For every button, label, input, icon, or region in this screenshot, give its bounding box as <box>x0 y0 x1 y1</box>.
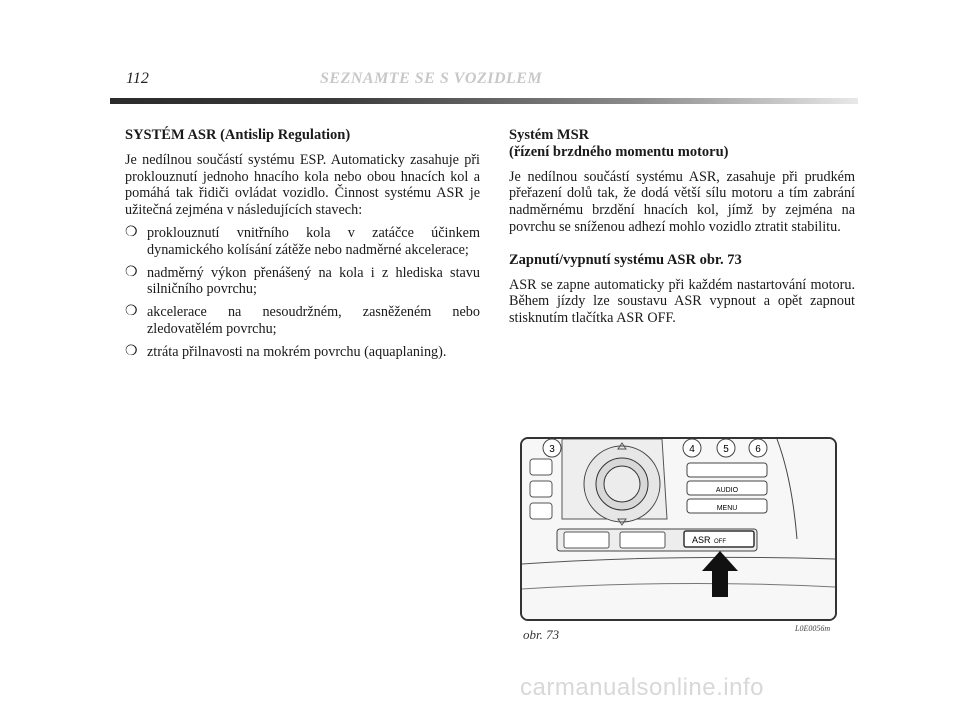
left-column <box>125 127 480 367</box>
asr-intro: Je nedílnou součástí systému ESP. Automaticky zasahuje při proklouznutí jednoho hnacího kola nebo obou hnacích kol a pomáhá tak řidiči ovládat vozidlo. Činnost systému ASR je užitečná zejména v následujících stavech: <box>125 151 480 219</box>
list-item: ❍ ztráta přilnavosti na mokrém povrchu (aquaplaning). <box>125 343 447 360</box>
svg-text:4: 4 <box>689 444 695 455</box>
bullet-icon: ❍ <box>125 343 138 359</box>
right-column <box>509 127 855 333</box>
asr-bullet-list <box>125 225 480 361</box>
svg-text:5: 5 <box>723 444 729 455</box>
msr-subheading: (řízení brzdného momentu motoru) <box>509 143 729 160</box>
bullet-icon: ❍ <box>125 304 138 320</box>
running-title: SEZNAMTE SE S VOZIDLEM <box>320 70 543 87</box>
msr-text: Je nedílnou součástí systému ASR, zasahuje při prudkém přeřazení dolů tak, že dodá větší sílu motoru a tím zabrání nadměrnému brzdění hnacích kol, jímž by zejména na povrchu se sníženou adhezí mohlo vozidlo ztratit stabilitu. <box>509 168 855 235</box>
svg-text:3: 3 <box>549 444 555 455</box>
figure-caption: obr. 73 <box>523 627 560 642</box>
svg-text:AUDIO: AUDIO <box>715 487 739 494</box>
asr-switch-text: ASR se zapne automaticky při každém nastartování motoru. Během jízdy lze soustavu ASR vypnout a opět zapnout stisknutím tlačítka ASR OFF. <box>509 276 855 327</box>
asr-switch-heading: Zapnutí/vypnutí systému ASR obr. 73 <box>509 251 742 268</box>
svg-text:MENU: MENU <box>716 505 738 512</box>
msr-heading: Systém MSR <box>509 127 590 143</box>
list-item: ❍ nadměrný výkon přenášený na kola i z hlediska stavu silničního povrchu; <box>125 264 480 298</box>
asr-heading: SYSTÉM ASR (Antislip Regulation) <box>125 127 351 143</box>
list-item: ❍ proklouznutí vnitřního kola v zatáčce účinkem dynamického kolísání zátěže nebo nadměrné akcelerace; <box>125 224 480 258</box>
watermark: carmanualsonline.info <box>520 674 764 701</box>
page-number: 112 <box>126 70 149 87</box>
dashboard-illustration <box>522 439 835 619</box>
figure-code: L0E0056m <box>795 624 831 633</box>
svg-text:6: 6 <box>755 444 761 455</box>
list-item: ❍ akcelerace na nesoudržném, zasněženém nebo zledovatělém povrchu; <box>125 304 480 337</box>
svg-text:OFF: OFF <box>714 539 726 545</box>
header-rule <box>110 98 858 104</box>
figure-dashboard <box>520 437 837 621</box>
bullet-icon: ❍ <box>125 224 138 240</box>
svg-text:ASR: ASR <box>692 535 711 545</box>
bullet-icon: ❍ <box>125 264 138 280</box>
